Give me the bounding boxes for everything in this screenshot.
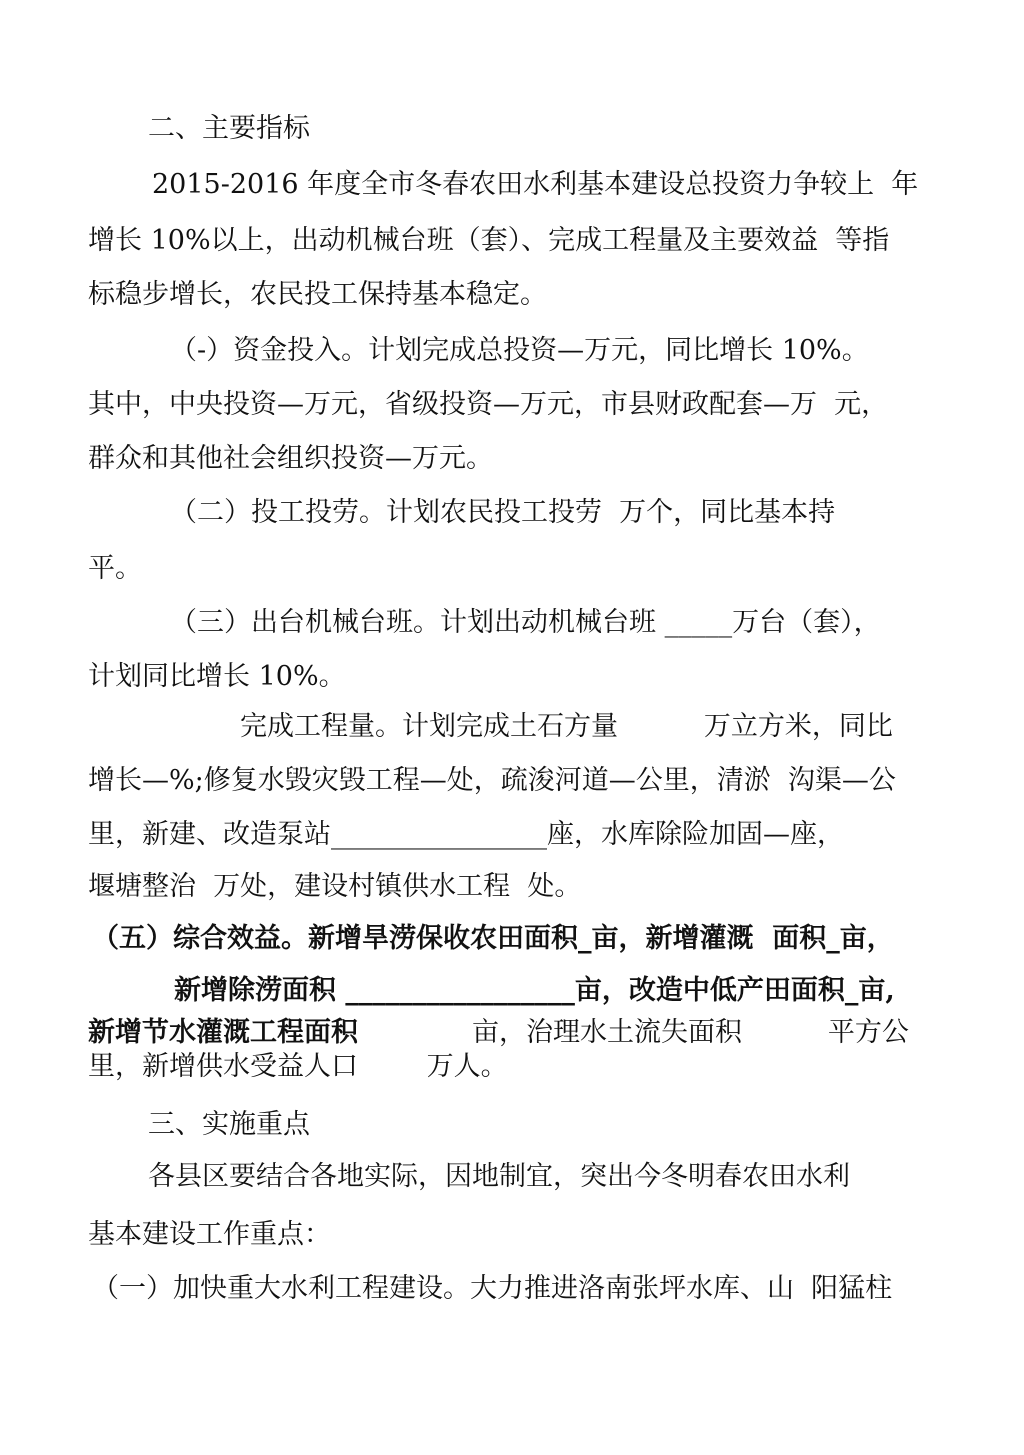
paragraph-line: 标稳步增长，农民投工保持基本稳定。 xyxy=(88,279,547,310)
subsection-funding: （-）资金投入。计划完成总投资—万元，同比增长 10%。 xyxy=(170,335,869,366)
paragraph-line: 计划同比增长 10%。 xyxy=(88,661,346,692)
paragraph-line: 增长—%;修复水毁灾毁工程—处，疏浚河道—公里，清淤 沟渠—公 xyxy=(88,765,896,796)
subsection-labor: （二）投工投劳。计划农民投工投劳 万个，同比基本持 xyxy=(170,497,836,528)
subsection-machinery: （三）出台机械台班。计划出动机械台班 _____万台（套）， xyxy=(170,607,881,638)
paragraph-line: 群众和其他社会组织投资—万元。 xyxy=(88,443,493,474)
paragraph-line: 各县区要结合各地实际，因地制宜，突出今冬明春农田水利 xyxy=(148,1161,850,1192)
subsection-engineering: 完成工程量。计划完成土石方量 万立方米，同比 xyxy=(240,711,893,742)
paragraph-line: 平。 xyxy=(88,553,142,584)
section-heading-key-tasks: 三、实施重点 xyxy=(148,1109,310,1140)
paragraph-line: 里，新增供水受益人口 万人。 xyxy=(88,1051,508,1082)
section-heading-main-indicators: 二、主要指标 xyxy=(148,113,310,144)
paragraph-line: 亩，治理水土流失面积 平方公 xyxy=(472,1017,909,1048)
paragraph-line: 堰塘整治 万处，建设村镇供水工程 处。 xyxy=(88,871,582,902)
paragraph-line: 增长 10%以上，出动机械台班（套）、完成工程量及主要效益 等指 xyxy=(88,225,890,256)
paragraph-line: 新增除涝面积 _________________亩，改造中低产田面积_亩, xyxy=(174,975,895,1006)
paragraph-line: 里，新建、改造泵站________________座，水库除险加固—座， xyxy=(88,819,844,850)
paragraph-line: 基本建设工作重点： xyxy=(88,1219,331,1250)
subsection-benefits: （五）综合效益。新增旱涝保收农田面积_亩，新增灌溉 面积_亩， xyxy=(92,923,894,954)
paragraph-line: 2015-2016 年度全市冬春农田水利基本建设总投资力争较上 年 xyxy=(152,169,919,200)
paragraph-line: 其中，中央投资—万元，省级投资—万元，市县财政配套—万 元， xyxy=(88,389,889,420)
paragraph-line: 新增节水灌溉工程面积 xyxy=(88,1017,358,1048)
subsection-major-projects: （一）加快重大水利工程建设。大力推进洛南张坪水库、山 阳猛柱 xyxy=(92,1273,893,1304)
